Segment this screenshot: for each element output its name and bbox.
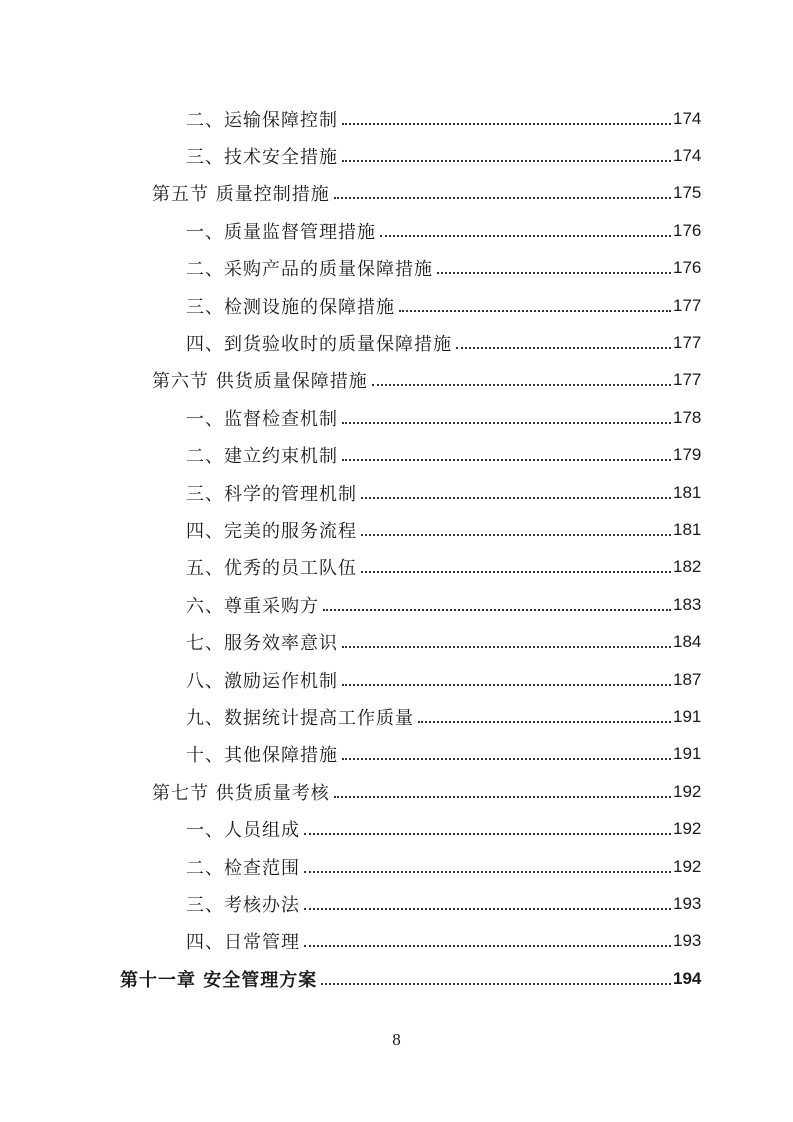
- toc-entry-page: 176: [673, 220, 702, 240]
- toc-entry-label: 六、尊重采购方: [186, 595, 319, 617]
- toc-leader-dots: [321, 965, 671, 985]
- page-number: 8: [392, 1030, 401, 1049]
- toc-section-entry[interactable]: [0, 773, 793, 810]
- toc-leader-dots: [342, 628, 671, 648]
- toc-entry-page: 187: [673, 669, 702, 689]
- toc-leader-dots: [361, 516, 671, 536]
- toc-entry-label: 四、日常管理: [186, 932, 300, 954]
- toc-section-entry[interactable]: [0, 362, 793, 399]
- toc-entry-label: 一、人员组成: [186, 820, 300, 842]
- toc-entry[interactable]: [0, 511, 793, 548]
- toc-entry-label: 三、科学的管理机制: [186, 483, 357, 505]
- toc-entry-label: 二、建立约束机制: [186, 446, 338, 468]
- toc-entry-label: 二、运输保障控制: [186, 109, 338, 131]
- toc-entry[interactable]: [0, 287, 793, 324]
- toc-entry-page: 177: [673, 333, 702, 353]
- toc-leader-dots: [304, 853, 671, 873]
- toc-entry-page: 177: [673, 295, 702, 315]
- toc-entry-label: 一、监督检查机制: [186, 408, 338, 430]
- toc-leader-dots: [342, 740, 671, 760]
- toc-entry[interactable]: [0, 885, 793, 922]
- toc-entry[interactable]: [0, 437, 793, 474]
- toc-entry-page: 194: [673, 968, 702, 988]
- toc-entry-page: 191: [673, 744, 702, 764]
- toc-leader-dots: [323, 591, 671, 611]
- toc-entry[interactable]: [0, 923, 793, 960]
- toc-entry-page: 176: [673, 258, 702, 278]
- toc-leader-dots: [304, 815, 671, 835]
- toc-entry-page: 179: [673, 445, 702, 465]
- toc-entry-page: 184: [673, 632, 702, 652]
- toc-entry-page: 182: [673, 557, 702, 577]
- toc-entry-page: 191: [673, 706, 702, 726]
- toc-entry-page: 192: [673, 781, 702, 801]
- toc-leader-dots: [418, 703, 671, 723]
- toc-entry-label: 五、优秀的员工队伍: [186, 558, 357, 580]
- toc-entry-page: 193: [673, 893, 702, 913]
- toc-leader-dots: [342, 105, 671, 125]
- toc-chapter-entry[interactable]: [0, 960, 793, 998]
- toc-leader-dots: [304, 927, 671, 947]
- toc-entry[interactable]: [0, 661, 793, 698]
- toc-entry[interactable]: [0, 399, 793, 436]
- toc-entry-label: 第六节 供货质量保障措施: [152, 371, 368, 393]
- toc-leader-dots: [342, 404, 671, 424]
- toc-entry-label: 一、质量监督管理措施: [186, 221, 376, 243]
- toc-entry-label: 三、检测设施的保障措施: [186, 296, 395, 318]
- toc-leader-dots: [456, 329, 671, 349]
- toc-entry-label: 九、数据统计提高工作质量: [186, 707, 414, 729]
- toc-entry-label: 第五节 质量控制措施: [152, 184, 330, 206]
- toc-entry-page: 183: [673, 594, 702, 614]
- toc-leader-dots: [361, 479, 671, 499]
- toc-leader-dots: [380, 217, 671, 237]
- toc-leader-dots: [342, 666, 671, 686]
- toc-leader-dots: [334, 179, 671, 199]
- toc-section-entry[interactable]: [0, 175, 793, 212]
- toc-leader-dots: [372, 366, 671, 386]
- toc-entry[interactable]: [0, 137, 793, 174]
- table-of-contents: [0, 100, 793, 998]
- toc-entry-label: 四、完美的服务流程: [186, 520, 357, 542]
- toc-entry-page: 192: [673, 856, 702, 876]
- toc-entry[interactable]: [0, 250, 793, 287]
- toc-entry-label: 第十一章 安全管理方案: [120, 969, 318, 991]
- toc-entry[interactable]: [0, 623, 793, 660]
- toc-entry[interactable]: [0, 100, 793, 137]
- toc-entry-page: 177: [673, 370, 702, 390]
- toc-entry-label: 二、检查范围: [186, 857, 300, 879]
- toc-leader-dots: [361, 553, 671, 573]
- toc-leader-dots: [437, 254, 671, 274]
- toc-entry-page: 181: [673, 519, 702, 539]
- toc-entry-label: 十、其他保障措施: [186, 745, 338, 767]
- toc-leader-dots: [334, 778, 671, 798]
- toc-entry-label: 七、服务效率意识: [186, 633, 338, 655]
- toc-entry-label: 三、技术安全措施: [186, 147, 338, 169]
- toc-entry[interactable]: [0, 549, 793, 586]
- toc-entry-label: 二、采购产品的质量保障措施: [186, 259, 433, 281]
- toc-entry[interactable]: [0, 212, 793, 249]
- toc-entry-label: 第七节 供货质量考核: [152, 782, 330, 804]
- toc-entry-page: 193: [673, 931, 702, 951]
- toc-entry[interactable]: [0, 698, 793, 735]
- toc-entry[interactable]: [0, 848, 793, 885]
- toc-entry[interactable]: [0, 474, 793, 511]
- toc-entry-page: 174: [673, 146, 702, 166]
- toc-entry[interactable]: [0, 586, 793, 623]
- toc-entry[interactable]: [0, 736, 793, 773]
- toc-entry-label: 四、到货验收时的质量保障措施: [186, 334, 452, 356]
- toc-leader-dots: [399, 292, 671, 312]
- toc-entry[interactable]: [0, 324, 793, 361]
- toc-entry[interactable]: [0, 810, 793, 847]
- toc-entry-page: 175: [673, 183, 702, 203]
- toc-entry-page: 178: [673, 407, 702, 427]
- toc-leader-dots: [304, 890, 671, 910]
- toc-entry-label: 八、激励运作机制: [186, 670, 338, 692]
- toc-entry-page: 192: [673, 819, 702, 839]
- toc-entry-page: 174: [673, 108, 702, 128]
- toc-leader-dots: [342, 142, 671, 162]
- toc-entry-label: 三、考核办法: [186, 894, 300, 916]
- toc-entry-page: 181: [673, 482, 702, 502]
- toc-leader-dots: [342, 441, 671, 461]
